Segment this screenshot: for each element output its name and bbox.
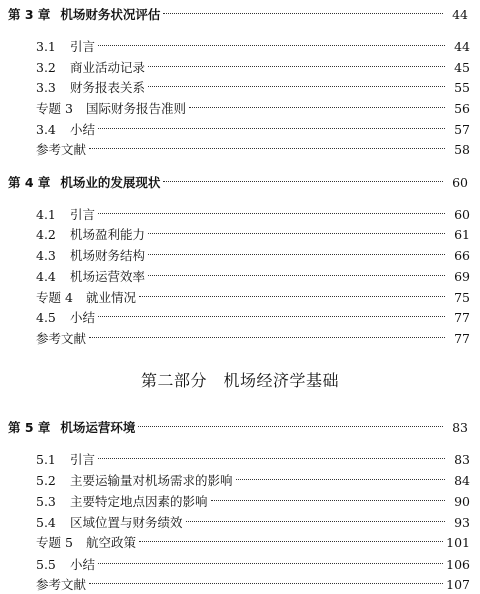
section-number: 5.4 [36, 515, 56, 530]
toc-entry[interactable] [36, 242, 470, 263]
chapter-number: 第 5 章 [8, 420, 51, 435]
dot-leader [98, 446, 445, 464]
section-title: 引言 [70, 207, 96, 222]
page-number: 101 [446, 535, 470, 550]
section-number: 5.5 [36, 557, 56, 572]
dot-leader [236, 467, 445, 485]
dot-leader [98, 551, 443, 569]
page-number: 60 [454, 207, 470, 222]
dot-leader [148, 54, 445, 72]
page-number: 45 [454, 60, 470, 75]
dot-leader [98, 116, 445, 134]
dot-leader [89, 571, 443, 589]
chapter-title: 机场运营环境 [60, 420, 136, 435]
part-title: 第二部分 机场经济学基础 [140, 371, 339, 390]
dot-leader [189, 95, 445, 113]
dot-leader [139, 284, 445, 302]
dot-leader [89, 136, 445, 154]
section-title: 小结 [70, 557, 96, 572]
toc-chapter-3[interactable] [8, 1, 468, 22]
dot-leader [186, 509, 445, 527]
page-number: 44 [452, 7, 468, 22]
section-title: 引言 [70, 452, 96, 467]
section-title: 区域位置与财务绩效 [70, 515, 183, 530]
toc-entry[interactable] [36, 136, 470, 157]
section-title: 机场盈利能力 [70, 227, 146, 242]
page-number: 69 [454, 269, 470, 284]
page-number: 61 [454, 227, 470, 242]
toc-chapter-4[interactable] [8, 169, 468, 190]
toc-entry[interactable] [36, 54, 470, 75]
toc-entry[interactable] [36, 446, 470, 467]
toc-entry[interactable] [36, 467, 470, 488]
section-title: 财务报表关系 [70, 80, 146, 95]
page-number: 107 [446, 577, 470, 592]
dot-leader [138, 414, 443, 432]
section-number: 4.2 [36, 227, 56, 242]
section-number: 专题 3 [36, 101, 73, 116]
section-number: 专题 5 [36, 535, 73, 550]
toc-entry[interactable] [36, 529, 470, 550]
chapter-title: 机场业的发展现状 [60, 175, 161, 190]
section-title: 主要特定地点因素的影响 [70, 494, 208, 509]
section-title: 机场运营效率 [70, 269, 146, 284]
section-number: 3.3 [36, 80, 56, 95]
section-title: 机场财务结构 [70, 248, 146, 263]
section-number: 5.2 [36, 473, 56, 488]
dot-leader [148, 263, 445, 281]
toc-entry[interactable] [36, 325, 470, 346]
page-number: 106 [446, 557, 470, 572]
section-number: 3.2 [36, 60, 56, 75]
dot-leader [139, 529, 443, 547]
section-number: 4.1 [36, 207, 56, 222]
dot-leader [148, 221, 445, 239]
page-number: 77 [454, 331, 470, 346]
page-number: 83 [454, 452, 470, 467]
toc-entry[interactable] [36, 488, 470, 509]
dot-leader [148, 74, 445, 92]
toc-entry[interactable] [36, 304, 470, 325]
dot-leader [98, 304, 445, 322]
dot-leader [148, 242, 445, 260]
section-title: 引言 [70, 39, 96, 54]
toc-entry[interactable] [36, 33, 470, 54]
section-number: 3.4 [36, 122, 56, 137]
section-number: 专题 4 [36, 290, 73, 305]
page-number: 77 [454, 310, 470, 325]
section-number: 4.4 [36, 269, 56, 284]
page-number: 58 [454, 142, 470, 157]
section-title: 商业活动记录 [70, 60, 146, 75]
page-number: 57 [454, 122, 470, 137]
toc-entry[interactable] [36, 571, 470, 592]
page-number: 44 [454, 39, 470, 54]
section-title: 小结 [70, 122, 96, 137]
section-title: 航空政策 [86, 535, 137, 550]
toc-entry[interactable] [36, 263, 470, 284]
page-number: 55 [454, 80, 470, 95]
section-number: 5.3 [36, 494, 56, 509]
section-title: 主要运输量对机场需求的影响 [70, 473, 233, 488]
page-number: 66 [454, 248, 470, 263]
section-title: 参考文献 [36, 331, 87, 346]
dot-leader [211, 488, 445, 506]
section-title: 就业情况 [86, 290, 137, 305]
dot-leader [163, 1, 443, 19]
chapter-number: 第 3 章 [8, 7, 51, 22]
toc-entry[interactable] [36, 116, 470, 137]
page-number: 56 [454, 101, 470, 116]
section-title: 参考文献 [36, 142, 87, 157]
section-number: 3.1 [36, 39, 56, 54]
section-title: 小结 [70, 310, 96, 325]
page-number: 84 [454, 473, 470, 488]
page-number: 90 [454, 494, 470, 509]
dot-leader [89, 325, 445, 343]
dot-leader [98, 201, 445, 219]
toc-entry[interactable] [36, 551, 470, 572]
section-title: 参考文献 [36, 577, 87, 592]
dot-leader [98, 33, 445, 51]
page-number: 93 [454, 515, 470, 530]
toc-entry[interactable] [36, 284, 470, 305]
chapter-number: 第 4 章 [8, 175, 51, 190]
toc-entry[interactable] [36, 95, 470, 116]
section-number: 4.3 [36, 248, 56, 263]
section-title: 国际财务报告准则 [86, 101, 187, 116]
page-number: 75 [454, 290, 470, 305]
toc-entry[interactable] [36, 509, 470, 530]
section-number: 5.1 [36, 452, 56, 467]
toc-entry[interactable] [36, 221, 470, 242]
toc-chapter-5[interactable] [8, 414, 468, 435]
page-number: 60 [452, 175, 468, 190]
dot-leader [163, 169, 443, 187]
section-number: 4.5 [36, 310, 56, 325]
toc-entry[interactable] [36, 201, 470, 222]
chapter-title: 机场财务状况评估 [60, 7, 161, 22]
toc-entry[interactable] [36, 74, 470, 95]
page-number: 83 [452, 420, 468, 435]
